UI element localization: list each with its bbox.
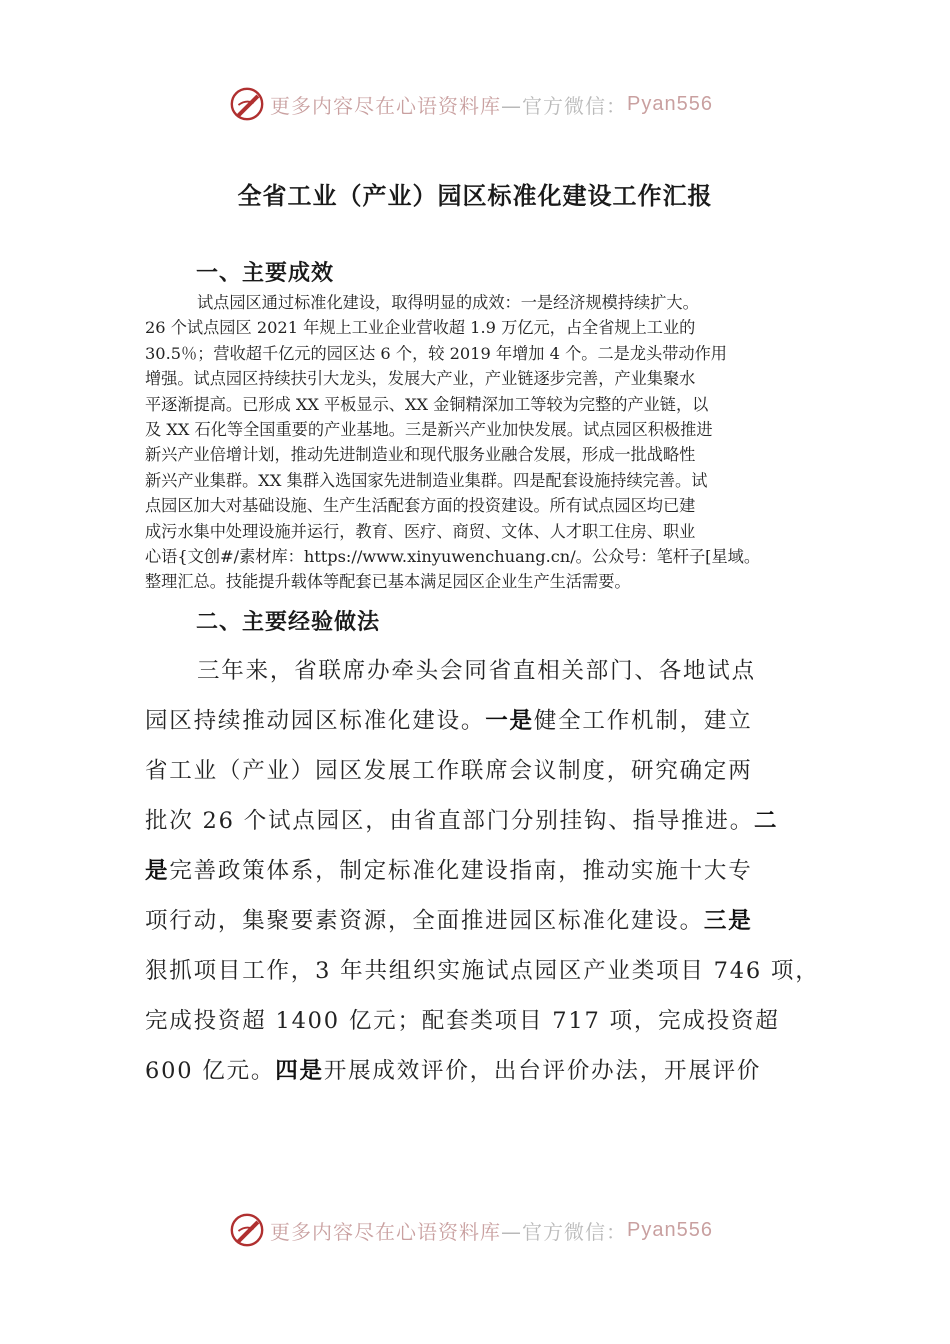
paragraph-line: 试点园区通过标准化建设，取得明显的成效：一是经济规模持续扩大。 xyxy=(197,293,699,312)
text-run: 完成投资超 1400 亿元；配套类项目 717 项，完成投资超 xyxy=(145,1008,780,1034)
paragraph-line: 及 XX 石化等全国重要的产业基地。三是新兴产业加快发展。试点园区积极推进 xyxy=(145,419,713,439)
quill-logo-icon xyxy=(228,1211,266,1249)
paragraph-line: 新兴产业倍增计划，推动先进制造业和现代服务业融合发展，形成一批战略性 xyxy=(145,445,696,465)
text-run: 园区持续推动园区标准化建设。 xyxy=(145,708,486,734)
text-run: 项行动，集聚要素资源，全面推进园区标准化建设。 xyxy=(145,908,704,934)
experience-paragraph xyxy=(145,646,820,1096)
bold-marker: 一是 xyxy=(485,708,534,734)
paragraph-line: 成污水集中处理设施并运行，教育、医疗、商贸、文体、人才职工住房、职业 xyxy=(145,521,696,541)
results-paragraph xyxy=(145,290,810,595)
text-run: 三年来，省联席办牵头会同省直相关部门、各地试点 xyxy=(197,658,756,684)
text-run: 600 亿元。 xyxy=(145,1058,276,1084)
paragraph-line: 新兴产业集群。XX 集群入选国家先进制造业集群。四是配套设施持续完善。试 xyxy=(145,470,708,490)
paragraph-line xyxy=(145,796,815,846)
paragraph-line xyxy=(145,1046,815,1096)
bold-marker: 是 xyxy=(145,858,170,884)
paragraph-line: 30.5％；营收超千亿元的园区达 6 个，较 2019 年增加 4 个。二是龙头带动作用 xyxy=(145,343,727,363)
quill-logo-icon xyxy=(228,85,266,123)
paragraph-line: 心语{文创#/素材库：https://www.xinyuwenchuang.cn/。公众号：笔杆子[星域。 xyxy=(145,546,761,566)
text-run: 开展成效评价，出台评价办法，开展评价 xyxy=(323,1058,762,1084)
watermark-main-text: 更多内容尽在心语资料库 xyxy=(270,1219,501,1244)
watermark-main-text: 更多内容尽在心语资料库 xyxy=(270,93,501,118)
paragraph-line xyxy=(145,696,815,746)
paragraph-line: 点园区加大对基础设施、生产生活配套方面的投资建设。所有试点园区均已建 xyxy=(145,496,696,516)
text-run: 省工业（产业）园区发展工作联席会议制度，研究确定两 xyxy=(145,758,753,784)
text-run: 批次 26 个试点园区，由省直部门分别挂钩、指导推进。 xyxy=(145,808,755,834)
text-run: 健全工作机制，建立 xyxy=(533,708,753,734)
bold-marker: 四是 xyxy=(275,1058,324,1084)
bold-marker: 二 xyxy=(754,808,779,834)
watermark-footer xyxy=(228,1210,713,1250)
paragraph-line xyxy=(145,946,820,996)
bold-marker: 三是 xyxy=(703,908,753,934)
paragraph-line xyxy=(145,746,815,796)
text-run: 狠抓项目工作，3 年共组织实施试点园区产业类项目 746 项， xyxy=(145,958,820,984)
watermark-wechat-id: Pyan556 xyxy=(627,1218,713,1241)
paragraph-line: 平逐渐提高。已形成 XX 平板显示、XX 金铜精深加工等较为完整的产业链，以 xyxy=(145,394,709,414)
paragraph-line: 整理汇总。技能提升载体等配套已基本满足园区企业生产生活需要。 xyxy=(145,572,631,592)
section-heading-results: 一、主要成效 xyxy=(196,261,335,286)
paragraph-line xyxy=(145,846,815,896)
watermark-sub-text: —官方微信： xyxy=(501,1219,627,1244)
watermark-sub-text: —官方微信： xyxy=(501,93,627,118)
text-run: 完善政策体系，制定标准化建设指南，推动实施十大专 xyxy=(169,858,753,884)
page-title: 全省工业（产业）园区标准化建设工作汇报 xyxy=(237,182,713,210)
watermark-wechat-id: Pyan556 xyxy=(627,92,713,115)
paragraph-line xyxy=(145,996,815,1046)
watermark-header xyxy=(228,84,713,124)
section-heading-experience: 二、主要经验做法 xyxy=(196,610,381,635)
paragraph-line: 26 个试点园区 2021 年规上工业企业营收超 1.9 万亿元，占全省规上工业的 xyxy=(145,318,696,338)
paragraph-line xyxy=(145,646,815,696)
paragraph-line: 增强。试点园区持续扶引大龙头，发展大产业，产业链逐步完善，产业集聚水 xyxy=(145,369,696,389)
paragraph-line xyxy=(145,896,815,946)
